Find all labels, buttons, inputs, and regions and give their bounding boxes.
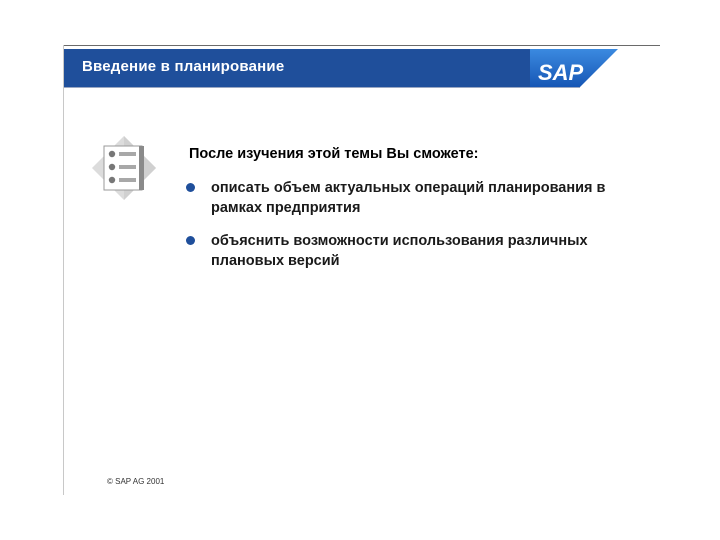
copyright-notice: © SAP AG 2001 (107, 477, 165, 486)
list-item-text: описать объем актуальных операций планирования в рамках предприятия (211, 180, 606, 216)
slide-title: Введение в планирование (82, 58, 285, 75)
list-item (183, 178, 613, 218)
objectives-heading: После изучения этой темы Вы сможете: (189, 146, 479, 162)
list-item (183, 231, 613, 271)
slide (63, 45, 660, 495)
sap-logo (530, 49, 618, 87)
bullet-icon (186, 236, 195, 245)
objectives-list (183, 178, 613, 284)
bullet-icon (186, 183, 195, 192)
list-item-text: объяснить возможности использования различных плановых версий (211, 233, 588, 269)
title-underline (64, 87, 580, 88)
top-divider (63, 45, 660, 46)
title-bar (64, 49, 580, 87)
left-divider (63, 45, 64, 495)
objectives-list-icon (90, 134, 158, 202)
sap-logo-text: SAP (538, 60, 584, 85)
